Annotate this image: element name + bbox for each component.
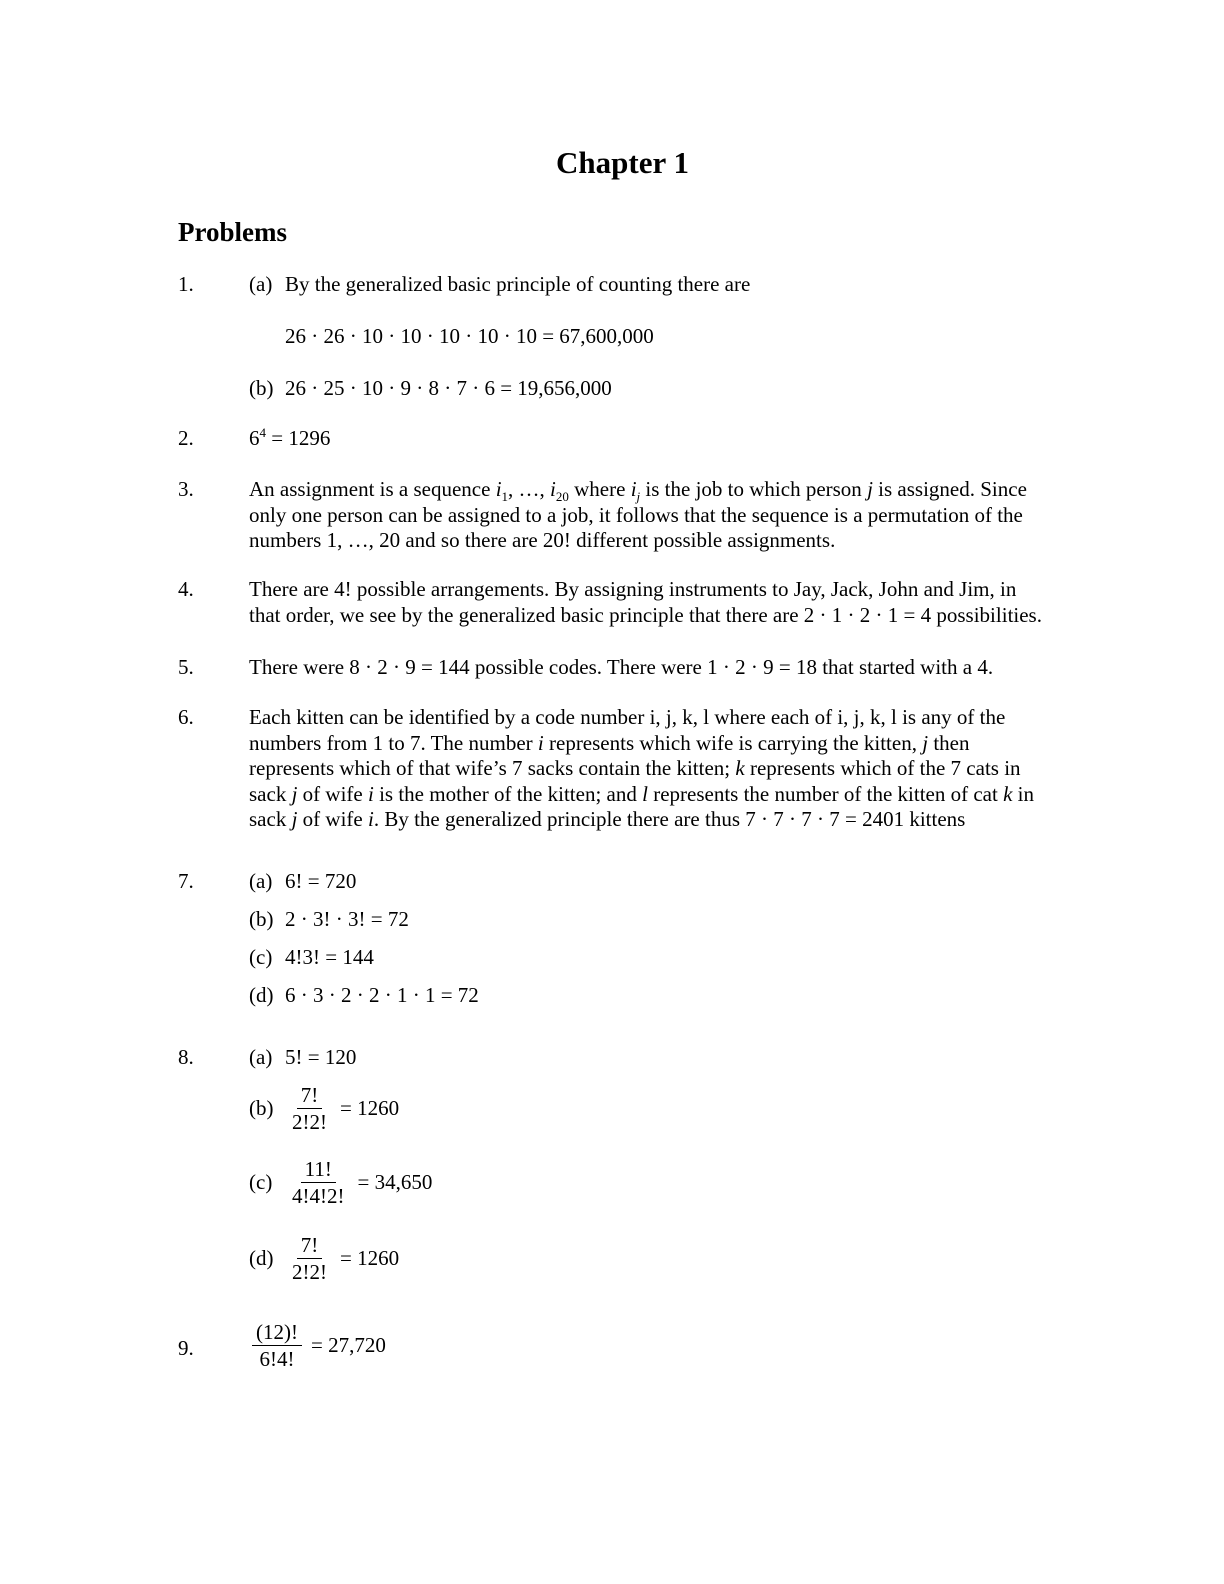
problem-8b-fraction (285, 1084, 334, 1133)
problem-2-result: = 1296 (266, 426, 331, 450)
problem-1-number: 1. (178, 272, 194, 296)
fraction-denominator: 4!4!2! (292, 1184, 345, 1208)
problem-8c-result: = 34,650 (357, 1170, 433, 1194)
problem-9 (249, 1321, 386, 1370)
problem-8d-result: = 1260 (340, 1246, 400, 1270)
problem-8b-label: (b) (249, 1096, 274, 1120)
chapter-title: Chapter 1 (556, 145, 689, 180)
problem-3-line-3: numbers 1, …, 20 and so there are 20! different possible assignments. (249, 528, 836, 552)
problem-8c-fraction (285, 1158, 351, 1207)
problem-4-number: 4. (178, 577, 194, 601)
problem-9-fraction (249, 1321, 305, 1370)
fraction-numerator: 11! (301, 1158, 336, 1183)
problem-1a-label: (a) (249, 272, 273, 296)
problem-6-line-5: sack j of wife i. By the generalized principle there are thus 7 · 7 · 7 · 7 = 2401 kittens (249, 807, 966, 831)
problem-1b-text: 26 · 25 · 10 · 9 · 8 · 7 · 6 = 19,656,000 (285, 376, 612, 400)
problem-4-line-2: that order, we see by the generalized basic principle that there are 2 · 1 · 2 · 1 = 4 possibilities. (249, 602, 1042, 627)
problem-8d (249, 1234, 399, 1283)
problem-8b (249, 1084, 399, 1133)
problem-2-exponent: 4 (259, 425, 266, 440)
problem-8c-label: (c) (249, 1170, 273, 1194)
problem-7b: (b) 2 · 3! · 3! = 72 (249, 907, 409, 931)
problem-6-line-2: numbers from 1 to 7. The number i represents which wife is carrying the kitten, j then (249, 730, 970, 755)
problem-6-text (249, 705, 1034, 833)
problem-8a: (a) 5! = 120 (249, 1045, 357, 1069)
problem-1a-equation: 26 · 26 · 10 · 10 · 10 · 10 · 10 = 67,600,000 (285, 324, 654, 348)
problem-1b-label: (b) (249, 376, 274, 400)
problem-5-number: 5. (178, 655, 194, 679)
section-title: Problems (178, 217, 287, 247)
problem-1b (249, 376, 612, 401)
fraction-numerator: 7! (297, 1084, 323, 1109)
problem-3-text (249, 477, 1027, 554)
problem-6-number: 6. (178, 705, 194, 729)
problem-8b-result: = 1260 (340, 1096, 400, 1120)
problem-8d-label: (d) (249, 1246, 274, 1270)
fraction-numerator: 7! (297, 1234, 323, 1259)
fraction-denominator: 2!2! (292, 1110, 327, 1134)
problem-9-result: = 27,720 (310, 1333, 386, 1357)
problem-1a-text: By the generalized basic principle of counting there are (285, 272, 751, 296)
problem-8c (249, 1158, 432, 1207)
problem-6-line-1: Each kitten can be identified by a code number i, j, k, l where each of i, j, k, l is any of the (249, 705, 1006, 729)
problem-8d-fraction (285, 1234, 334, 1283)
problem-7-number: 7. (178, 869, 194, 893)
problem-2-text (249, 426, 330, 451)
problem-1a (249, 272, 750, 297)
fraction-numerator: (12)! (252, 1321, 302, 1346)
problem-4-line-1: There are 4! possible arrangements. By assigning instruments to Jay, Jack, John and Jim, in (249, 577, 1017, 601)
problem-5-text: There were 8 · 2 · 9 = 144 possible codes. There were 1 · 2 · 9 = 18 that started with a 4. (249, 655, 994, 679)
problem-7a: (a) 6! = 720 (249, 869, 357, 893)
problem-3-line-2: only one person can be assigned to a job, it follows that the sequence is a permutation of the (249, 502, 1023, 527)
fraction-denominator: 6!4! (259, 1347, 295, 1371)
problem-7c: (c) 4!3! = 144 (249, 945, 374, 969)
problem-3-line-1: An assignment is a sequence $i_1$, …, $i_{20}$ where $i_j$ is the job to which person j is assigned. Since (249, 477, 1027, 505)
problem-2-base: 6 (249, 426, 260, 450)
problem-2-number: 2. (178, 426, 194, 450)
problem-8-number: 8. (178, 1045, 194, 1069)
problem-9-number: 9. (178, 1336, 194, 1360)
problem-4-text (249, 577, 1042, 628)
problem-7d: (d) 6 · 3 · 2 · 2 · 1 · 1 = 72 (249, 983, 479, 1007)
problem-3-number: 3. (178, 477, 194, 501)
problem-6-line-4: sack j of wife i is the mother of the kitten; and l represents the number of the kitten of cat k in (249, 781, 1034, 806)
fraction-denominator: 2!2! (292, 1260, 327, 1284)
problem-6-line-3: represents which of that wife’s 7 sacks contain the kitten; k represents which of the 7 cats in (249, 756, 1021, 780)
